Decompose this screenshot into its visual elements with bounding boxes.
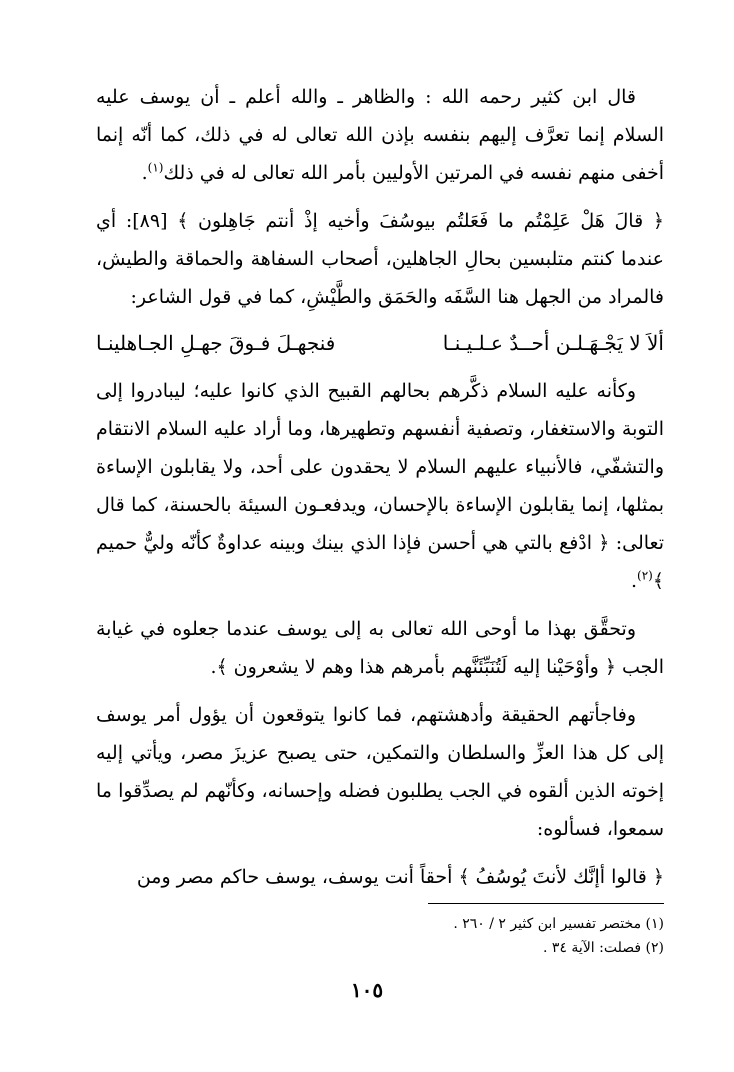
page-number: ١٠٥ [350,978,384,1002]
page-body [96,78,664,896]
paragraph-end: . [630,570,638,592]
paragraph-reminder [96,372,664,600]
paragraph-verse-89: ﴿ قالَ هَلْ عَلِمْتُم ما فَعَلتُم بيوسُفَ وأخيه إذْ أنتم جَاهِلون ﴾ [٨٩]: أي عندما كنتم متلبسين بحالِ الجاهلين، أصحاب السفاهة والحماقة والطيش، فالمراد من الجهل هنا السَّفَه والحَمَق والطَّيْشِ، كما في قول الشاعر: [96,210,664,308]
footnote-divider [428,903,664,904]
poem-hemistich-left: فنجهـلَ فـوقَ جهـلِ الجـاهلينـا [96,331,336,355]
footnote-ref-2[interactable]: (٢) [637,568,653,583]
paragraph-revelation: وتحقَّق بهذا ما أوحى الله تعالى به إلى يوسف عندما جعلوه في غيابة الجب ﴿ وأوْحَيْنا إليه لَتُنَبِّئَنَّهم بأمرهم هذا وهم لا يشعرون ﴾. [96,618,664,678]
poem-verse [96,324,664,362]
footnote-ref-1[interactable]: (١) [147,160,164,175]
footnote-2: (٢) فصلت: الآية ٣٤ . [543,940,664,956]
paragraph-text: وكأنه عليه السلام ذكَّرهم بحالهم القبيح الذي كانوا عليه؛ ليبادروا إلى التوبة والاستغفار، وتصفية أنفسهم وتطهيرها، وما أراد عليه السلام الانتقام والتشفّي، فالأنبياء عليهم السلام لا يحقدون على أحد، ولا يقابلون الإساءة بمثلها، إنما يقابلون الإساءة بالإحسان، ويدفعـون السيئة بالحسنة، كما قال تعالى: ﴿ ادْفع بالتي هي أحسن فإذا الذي بينك وبينه عداوةٌ كأنّه وليٌّ حميم ﴾ [96,380,665,592]
footnote-1: (١) مختصر تفسير ابن كثير ٢ / ٢٦٠ . [453,916,664,932]
poem-hemistich-right: ألاَ لا يَجْـهَـلـن أحــدٌ عـلـيـنـا [442,331,664,355]
footnotes [96,912,664,960]
paragraph-ibn-kathir: قال ابن كثير رحمه الله : والظاهر ـ والله أعلم ـ أن يوسف عليه السلام إنما تعرَّف إليهم بنفسه بإذن الله تعالى له في ذلك، كما أنّه إنما أخفى منهم نفسه في المرتين الأوليين بأمر الله تعالى له في ذلك$^{(١)}$. [96,86,664,184]
paragraph-surprise: وفاجأتهم الحقيقة وأدهشتهم، فما كانوا يتوقعون أن يؤول أمر يوسف إلى كل هذا العزِّ والسلطان والتمكين، حتى يصبح عزيزَ مصر، ويأتي إليه إخوته الذين ألقوه في الجب يطلبون فضله وإحسانه، وكأنّهم لم يصدِّقوا ما سمعوا، فسألوه: [96,704,664,840]
paragraph-question: ﴿ قالوا أإنَّك لأنتَ يُوسُفُ ﴾ أحقاً أنت يوسف، يوسف حاكم مصر ومن [136,866,664,888]
paragraph-text: قال ابن كثير رحمه الله : والظاهر ـ والله أعلم ـ أن يوسف عليه السلام إنما تعرَّف إليهم بنفسه بإذن الله تعالى له في ذلك، كما أنّه إنما أخفى منهم نفسه في المرتين الأوليين بأمر الله تعالى له في ذلك [96,86,664,184]
